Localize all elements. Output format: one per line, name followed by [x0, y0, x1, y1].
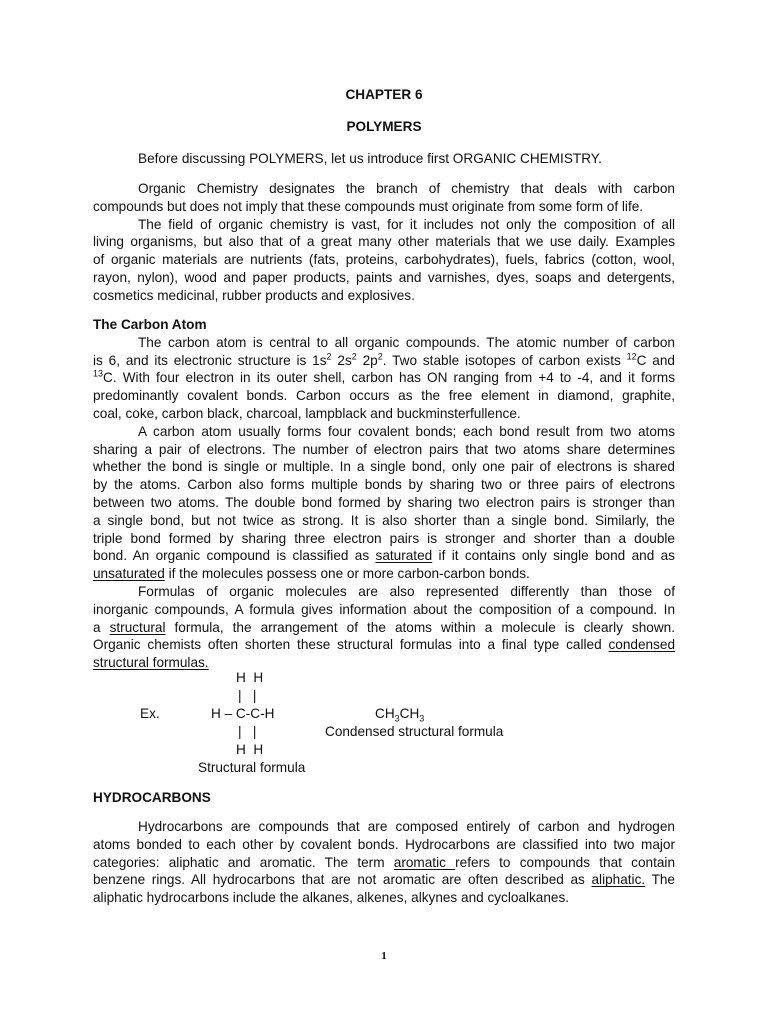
text-line: Organic Chemistry designates the branch of chemistry that deals with carbon [138, 181, 675, 196]
formula-top-bonds: | | [238, 688, 257, 703]
term-saturated: saturated [375, 548, 433, 564]
paragraph-organic-definition [93, 180, 675, 305]
text-line: rayon, nylon), wood and paper products, paints and varnishes, dyes, soaps and detergents, [93, 269, 675, 285]
text-line-isotope: $^{13}$C. With four electron in its outer shell, carbon has ON ranging from +4 to -4, and it forms [93, 368, 675, 386]
text-line: triple bond formed by sharing three electron pairs is stronger and shorter than a double [93, 530, 675, 546]
text-line: by the atoms. Carbon also forms multiple bonds by sharing two or three pairs of electrons [93, 477, 675, 493]
formula-bottom-hydrogens: H H [236, 742, 264, 757]
chapter-title: POLYMERS [346, 119, 422, 134]
text-line: living organisms, but also that of a great many other materials that we use daily. Examples [93, 234, 675, 250]
text-line: coal, coke, carbon black, charcoal, lampblack and buckminsterfullence. [93, 405, 521, 421]
text-line: Formulas of organic molecules are also represented differently than those of [138, 583, 675, 599]
text-line: The field of organic chemistry is vast, for it includes not only the composition of all [138, 216, 675, 232]
condensed-formula-label: Condensed structural formula [325, 724, 504, 739]
term-aliphatic: aliphatic. [591, 872, 646, 888]
text-line: between two atoms. The double bond formed by sharing two electron pairs is stronger than [93, 494, 675, 510]
intro-paragraph [93, 150, 675, 168]
text-line: predominantly covalent bonds. Carbon occurs as the free element in diamond, graphite, [93, 388, 675, 404]
section-hydrocarbons-heading [93, 789, 675, 807]
text-line: inorganic compounds, A formula gives information about the composition of a compound. In [93, 601, 675, 617]
text-line: whether the bond is single or multiple. In a single bond, only one pair of electrons is shared [93, 459, 675, 475]
text-line: compounds but does not imply that these compounds must originate from some form of life. [93, 198, 644, 214]
structural-formula-label: Structural formula [198, 760, 306, 775]
formula-bottom-bonds: | | [238, 724, 257, 739]
text-line-aliphatic: benzene rings. All hydrocarbons that are not aromatic are often described as aliphatic. The [93, 872, 675, 888]
text-line-electronic-structure: is 6, and its electronic structure is $1s^2$ $2s^2$ $2p^2$. Two stable isotopes of carbon exists $^{12}$C and [93, 351, 675, 368]
chapter-label: CHAPTER 6 [345, 87, 423, 102]
formula-carbon-chain: H – C-C-H [211, 706, 275, 721]
page-number: 1 [381, 950, 387, 962]
term-unsaturated: unsaturated [93, 566, 165, 582]
term-condensed: condensed [608, 637, 675, 653]
section-carbon-atom [93, 316, 675, 672]
term-structural: structural [109, 619, 166, 635]
text-line-condensed: Organic chemists often shorten these structural formulas into a final type called condensed [93, 637, 675, 653]
text-line-saturated: bond. An organic compound is classified as saturated if it contains only single bond and as [93, 548, 675, 564]
paragraph-hydrocarbons [93, 818, 675, 907]
example-label: Ex. [140, 706, 160, 721]
term-aromatic: aromatic [393, 854, 456, 870]
text-line: atoms bonded to each other by covalent bonds. Hydrocarbons are classified into two major [93, 836, 675, 852]
section-heading-hydrocarbons: HYDROCARBONS [93, 790, 211, 805]
text-line: The carbon atom is central to all organic compounds. The atomic number of carbon [138, 334, 675, 350]
term-structural-formulas: structural formulas. [93, 655, 209, 671]
intro-line: Before discussing POLYMERS, let us introduce first ORGANIC CHEMISTRY. [138, 151, 602, 166]
text-line: of organic materials are nutrients (fats, proteins, carbohydrates), fuels, fabrics (cotton, wool, [93, 252, 675, 268]
text-line: a single bond, but not twice as strong. It is also shorter than a single bond. Similarly, the [93, 512, 675, 528]
text-line: aliphatic hydrocarbons include the alkanes, alkenes, alkynes and cycloalkanes. [93, 890, 570, 906]
section-heading-carbon-atom: The Carbon Atom [93, 317, 207, 332]
text-line: cosmetics medicinal, rubber products and explosives. [93, 287, 415, 303]
text-line: sharing a pair of electrons. The number of electron pairs that two atoms share determines [93, 441, 675, 457]
text-line: A carbon atom usually forms four covalent bonds; each bond result from two atoms [138, 423, 675, 439]
text-line-structural: a structural formula, the arrangement of the atoms within a molecule is clearly shown. [93, 619, 675, 635]
formula-top-hydrogens: H H [236, 670, 264, 685]
text-line: Hydrocarbons are compounds that are composed entirely of carbon and hydrogen [138, 819, 675, 834]
text-line-unsaturated: unsaturated if the molecules possess one or more carbon-carbon bonds. [93, 566, 530, 582]
text-line-structural-formulas [93, 654, 675, 672]
condensed-formula: $CH_3CH_3$ [375, 706, 425, 724]
text-line-aromatic: categories: aliphatic and aromatic. The term aromatic refers to compounds that contain [93, 854, 675, 870]
